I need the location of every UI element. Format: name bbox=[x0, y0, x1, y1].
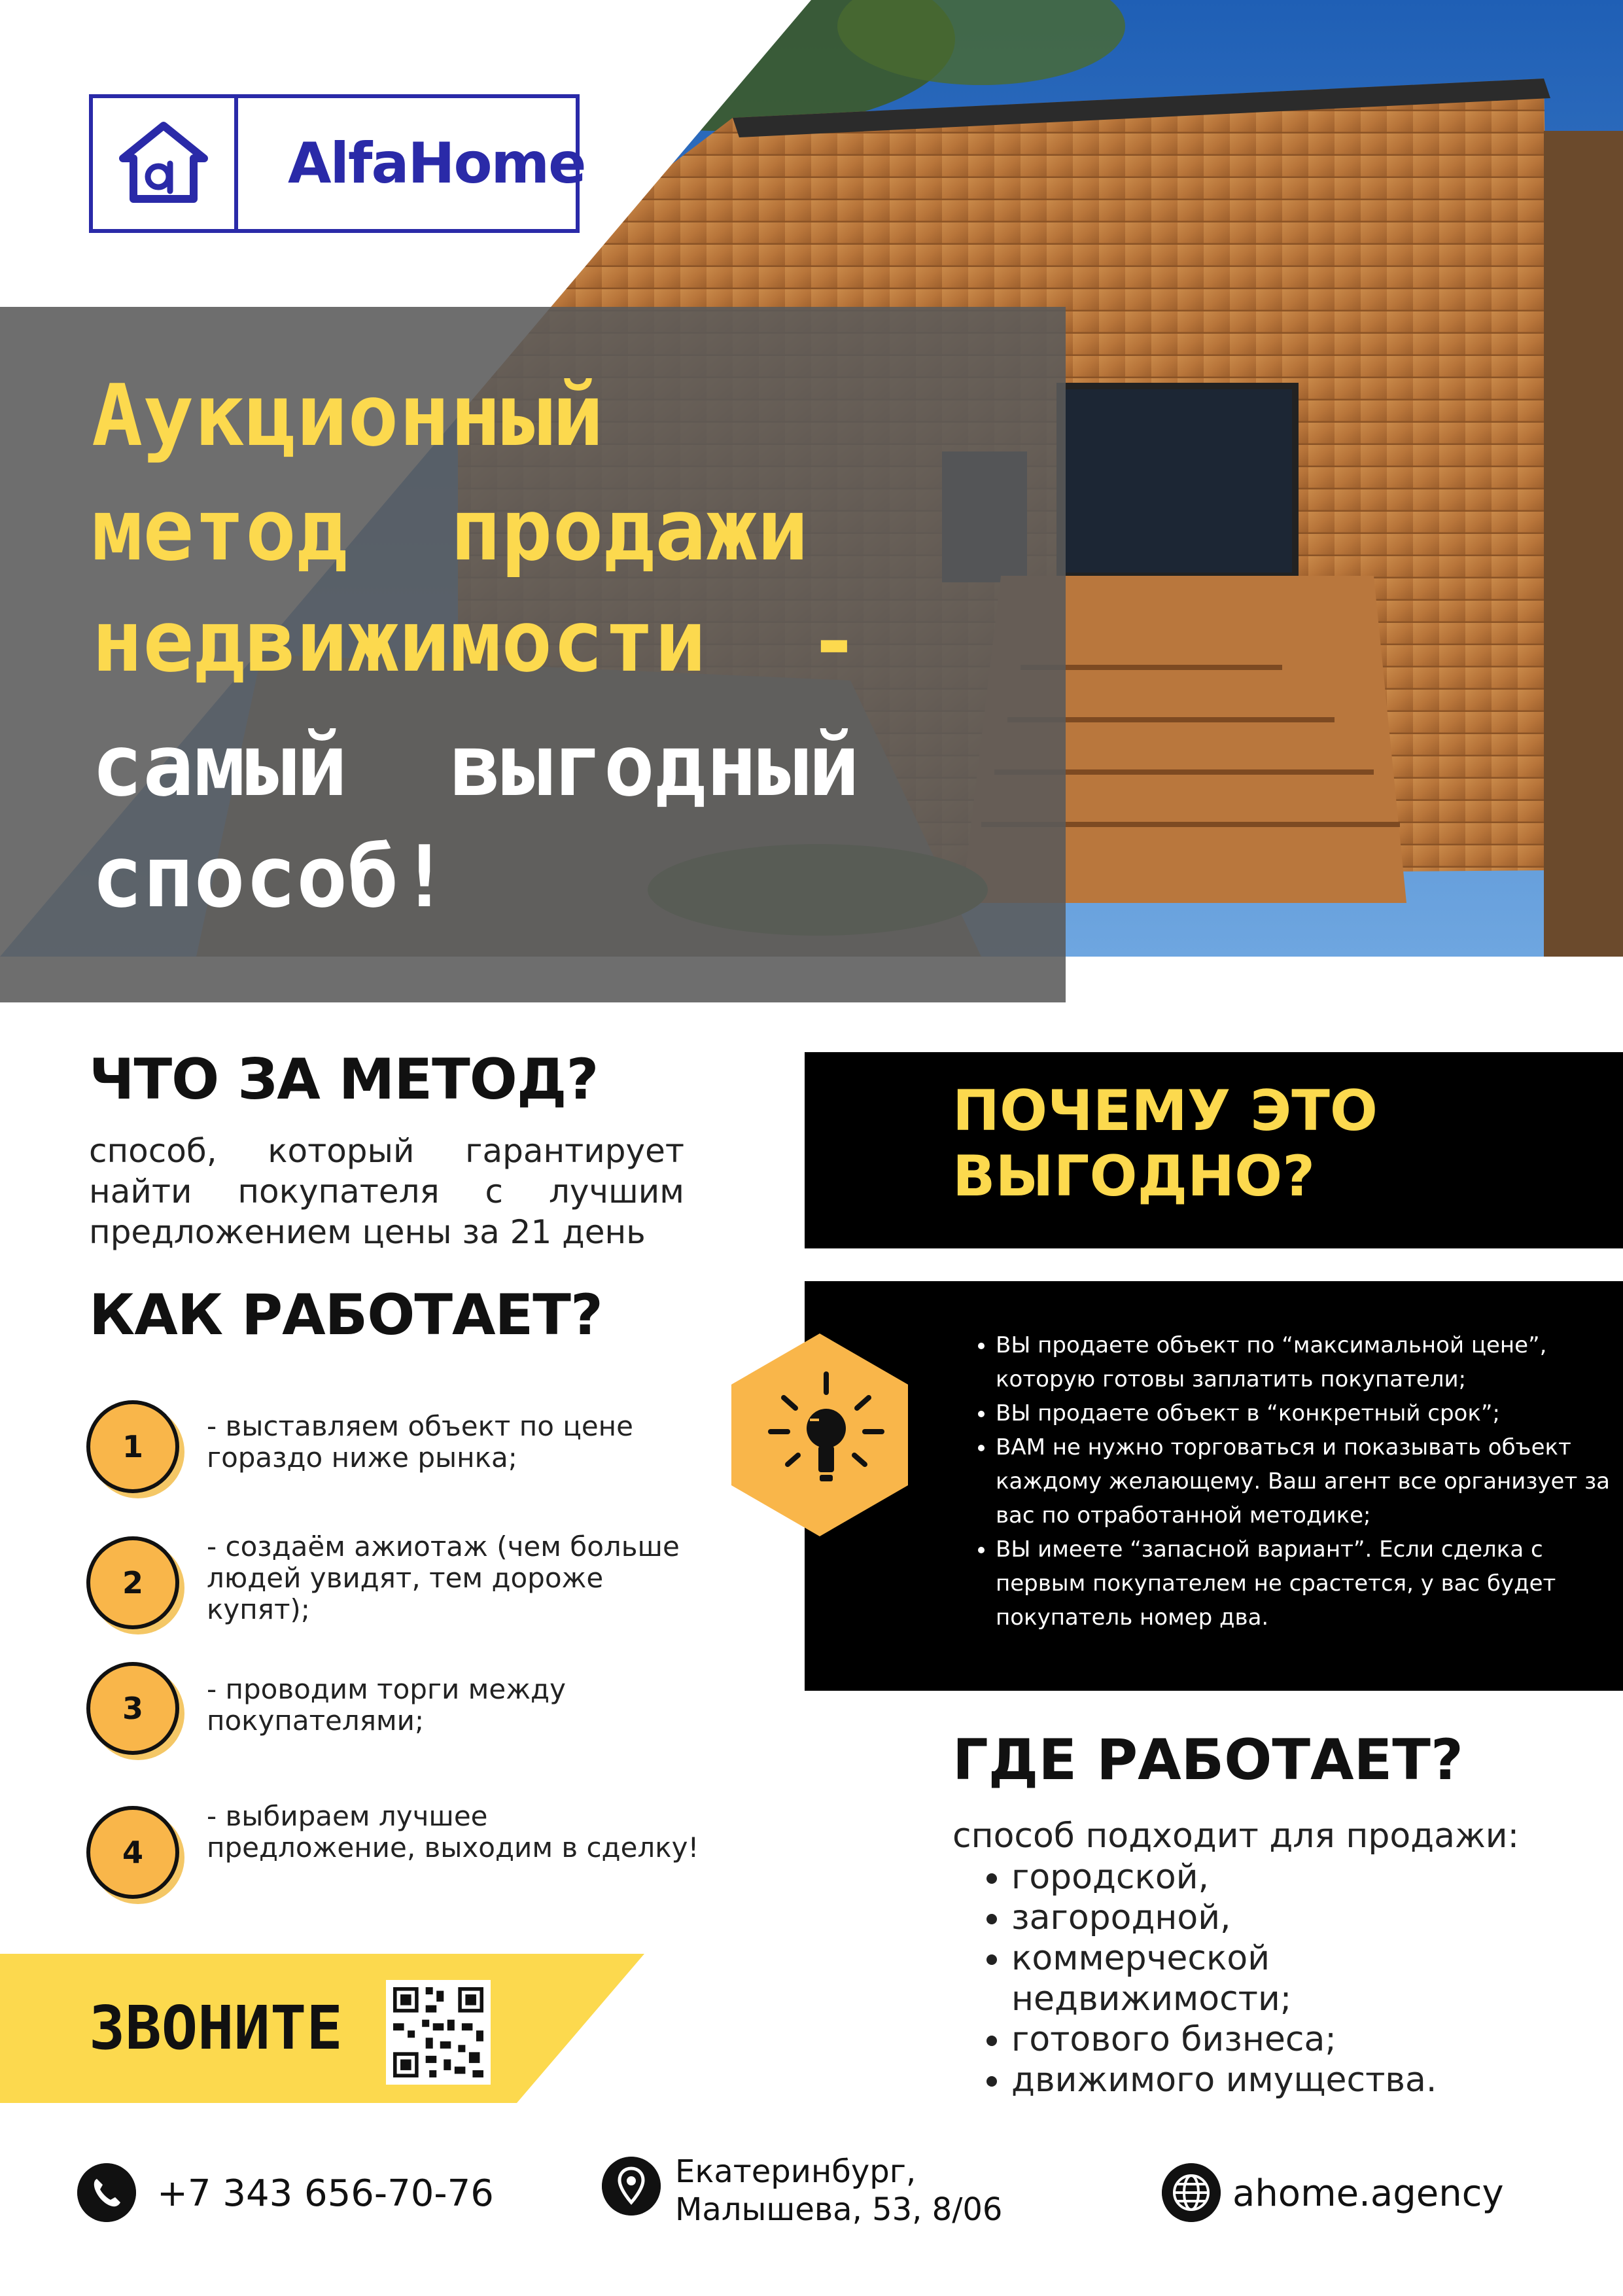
what-description bbox=[89, 1131, 684, 1252]
hero-title-line-4: самый выгодный bbox=[92, 716, 860, 815]
why-title bbox=[952, 1078, 1378, 1209]
step-number-1: 1 bbox=[86, 1400, 179, 1493]
brand-name: AlfaHome bbox=[288, 131, 585, 196]
benefit-item: • ВЫ продаете объект в “конкретный срок”; bbox=[996, 1396, 1611, 1430]
benefits-list bbox=[968, 1328, 1611, 1634]
what-body-line: найти покупателя с лучшим bbox=[89, 1173, 684, 1210]
what-body-line: предложением цены за 21 день bbox=[89, 1213, 646, 1251]
benefit-item: • ВАМ не нужно торговаться и показывать объект каждому желающему. Ваш агент все организует за вас по отработанной методике; bbox=[996, 1430, 1611, 1532]
step-text-2: - создаём ажиотаж (чем больше людей увидят, тем дороже купят); bbox=[207, 1530, 680, 1625]
what-body-line: способ, который гарантирует bbox=[89, 1132, 684, 1170]
hero-title-line-5: способ! bbox=[92, 827, 450, 927]
address-street: Малышева, 53, 8/06 bbox=[675, 2191, 1003, 2228]
address bbox=[675, 2153, 1002, 2229]
step-text-4: - выбираем лучшее предложение, выходим в сделку! bbox=[207, 1800, 699, 1863]
logo-divider bbox=[234, 94, 238, 233]
address-city: Екатеринбург, bbox=[675, 2153, 916, 2190]
where-item: • готового бизнеса; bbox=[1011, 2019, 1509, 2060]
website-link[interactable]: ahome.agency bbox=[1232, 2172, 1504, 2215]
how-title: КАК РАБОТАЕТ? bbox=[89, 1282, 602, 1348]
step-text-1: - выставляем объект по цене гораздо ниже рынка; bbox=[207, 1410, 633, 1474]
phone-number[interactable]: +7 343 656-70-76 bbox=[157, 2172, 494, 2215]
step-number-2: 2 bbox=[86, 1536, 179, 1629]
step-number-3: 3 bbox=[86, 1662, 179, 1755]
hero-title-line-3: недвижимости - bbox=[92, 592, 860, 691]
what-title: ЧТО ЗА МЕТОД? bbox=[89, 1047, 599, 1112]
globe-icon bbox=[1162, 2163, 1221, 2222]
why-title-line-2: ВЫГОДНО? bbox=[952, 1144, 1316, 1209]
why-title-line-1: ПОЧЕМУ ЭТО bbox=[952, 1078, 1378, 1144]
lightbulb-icon bbox=[731, 1333, 908, 1536]
hero-title-line-2: метод продажи bbox=[92, 480, 809, 580]
where-title: ГДЕ РАБОТАЕТ? bbox=[952, 1727, 1463, 1793]
hero-title-line-1: Аукционный bbox=[92, 366, 604, 465]
step-number-4: 4 bbox=[86, 1806, 179, 1899]
where-item: • движимого имущества. bbox=[1011, 2060, 1509, 2100]
where-item: • загородной, bbox=[1011, 1898, 1509, 1938]
where-item: • коммерческой недвижимости; bbox=[1011, 1938, 1509, 2019]
where-item: • городской, bbox=[1011, 1857, 1509, 1898]
location-pin-icon bbox=[602, 2157, 661, 2216]
where-intro: способ подходит для продажи: bbox=[952, 1816, 1520, 1856]
benefit-item: • ВЫ продаете объект по “максимальной цене”, которую готовы заплатить покупатели; bbox=[996, 1328, 1611, 1396]
where-list bbox=[981, 1857, 1509, 2100]
call-label: ЗВОНИТЕ bbox=[89, 1993, 343, 2063]
phone-icon bbox=[77, 2163, 136, 2222]
house-logo-icon bbox=[118, 118, 209, 209]
benefit-item: • ВЫ имеете “запасной вариант”. Если сделка с первым покупателем не срастется, у вас будет покупатель номер два. bbox=[996, 1532, 1611, 1634]
step-text-3: - проводим торги между покупателями; bbox=[207, 1673, 566, 1737]
qr-code[interactable] bbox=[386, 1980, 491, 2085]
